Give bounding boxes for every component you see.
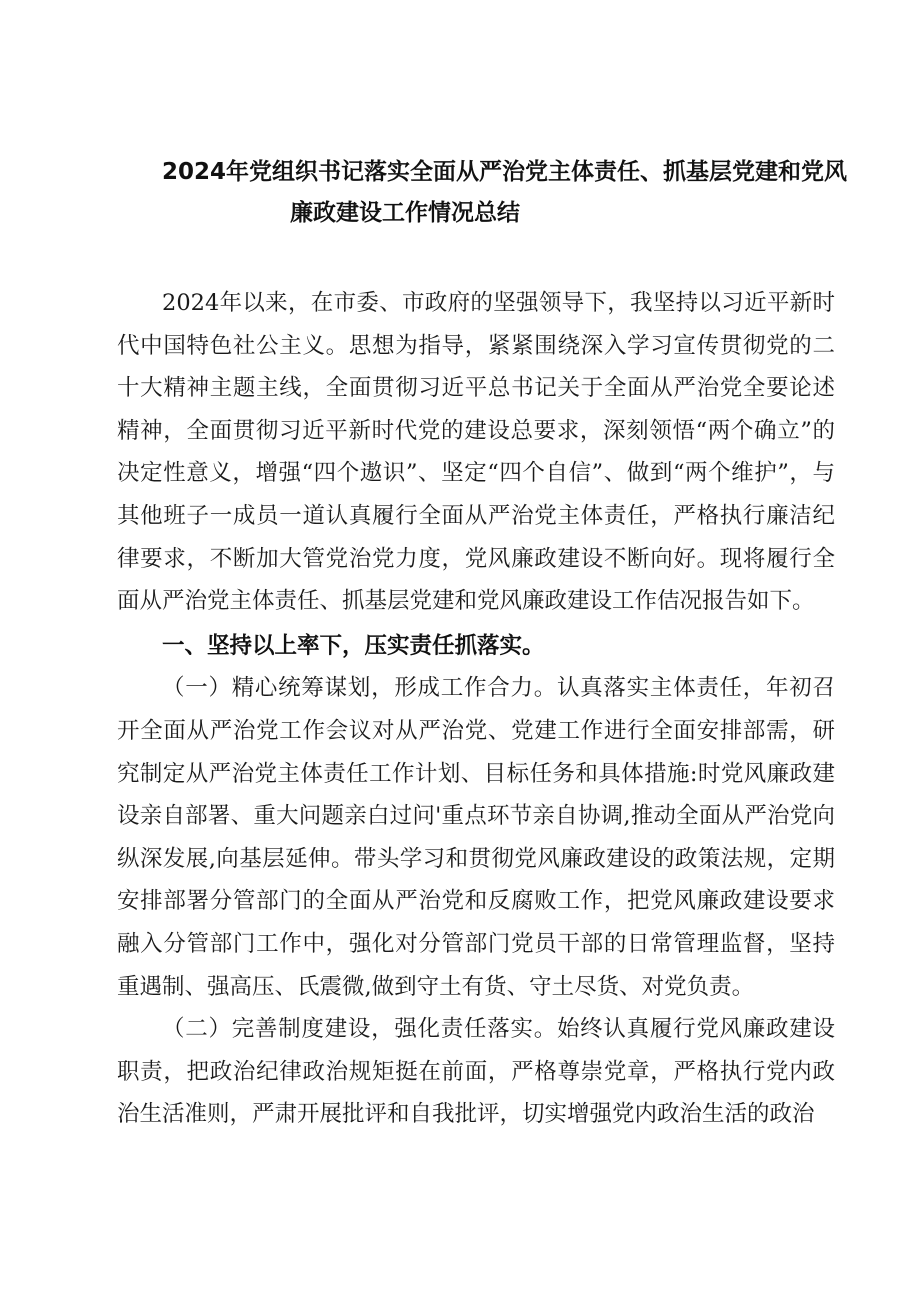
section-heading-1: 一、坚持以上率下，压实责任抓落实。 (162, 632, 545, 659)
intro-paragraph: 2024年以来，在市委、市政府的坚强领导下，我坚持以习近平新时代中国特色社公主义。思想为指导，紧紧围绕深入学习宣传贯彻党的二十大精神主题主线，全面贯彻习近平总书记关于全面从严治党全要论述精神，全面贯彻习近平新时代党的建设总要求，深刻领悟“两个确立”的决定性意义，增强“四个遨识”、坚定“四个自信”、做到“两个维护”，与其他班子一成员一道认真履行全面从严治党主体责任，严格执行廉洁纪律要求，不断加大管党治党力度，党风廉政建设不断向好。现将履行全面从严治党主体责任、抓基层党建和党风廉政建设工作佶况报告如下。 (117, 290, 835, 615)
section-1-paragraph-2: （二）完善制度建设，强化责任落实。始终认真履行党风廉政建设职责，把政治纪律政治规矩挺在前面，严格尊崇党章，严格执行党内政治生活准则，严肃开展批评和自我批评，切实增强党内政治生活的政治 (117, 1016, 835, 1128)
document-title (140, 152, 860, 234)
title-line-1: 2024年党组织书记落实全面从严治党主体责任、抓基层党建和党风 (162, 159, 848, 185)
document-body (117, 282, 835, 1136)
title-line-2: 廉政建设工作情况总结 (290, 200, 520, 226)
section-1-paragraph-1: （一）精心统筹谋划，形成工作合力。认真落实主体责任，年初召开全面从严治党工作会议对从严治党、党建工作进行全面安排部需，研究制定从严治党主体责任工作计划、目标任务和具体措施:时党风廉政建设亲自部署、重大问题亲白过问'重点环节亲自协调,推动全面从严治党向纵深发展,向基层延伸。带头学习和贯彻党风廉政建设的政策法规，定期安排部署分管部门的全面从严治党和反腐败工作，把党风廉政建设要求融入分管部门工作中，强化对分管部门党员干部的日常管理监督，坚持重遇制、强高压、氏震微,做到守土有货、守土尽货、对党负责。 (117, 675, 835, 1000)
